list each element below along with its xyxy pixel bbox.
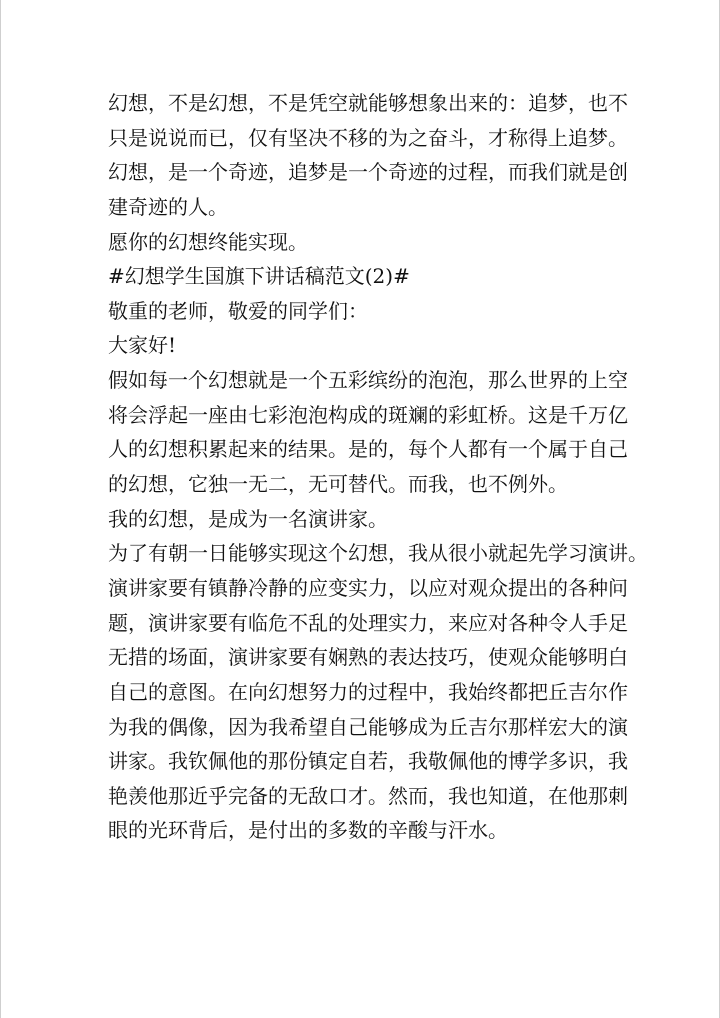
- text-line: 的幻想，它独一无二，无可替代。而我，也不例外。: [108, 472, 568, 497]
- text-line: 无措的场面，演讲家要有娴熟的表达技巧，使观众能够明白: [108, 645, 628, 670]
- text-line: 为了有朝一日能够实现这个幻想，我从很小就起先学习演讲。: [108, 541, 648, 566]
- section-heading: #幻想学生国旗下讲话稿范文(2)#: [108, 264, 410, 289]
- text-line: 自己的意图。在向幻想努力的过程中，我始终都把丘吉尔作: [108, 679, 628, 704]
- text-line: 艳羡他那近乎完备的无敌口才。然而，我也知道，在他那刺: [108, 783, 628, 808]
- text-line: 人的幻想积累起来的结果。是的，每个人都有一个属于自己: [108, 437, 628, 462]
- text-line: 幻想，不是幻想，不是凭空就能够想象出来的：追梦，也不: [108, 91, 628, 115]
- salutation: 敬重的老师，敬爱的同学们：: [108, 298, 368, 323]
- text-line: 将会浮起一座由七彩泡泡构成的斑斓的彩虹桥。这是千万亿: [108, 402, 628, 427]
- text-line: 演讲家要有镇静冷静的应变实力，以应对观众提出的各种问: [108, 575, 628, 600]
- text-line: 建奇迹的人。: [108, 194, 228, 219]
- text-line: 假如每一个幻想就是一个五彩缤纷的泡泡，那么世界的上空: [108, 368, 628, 393]
- text-line: 题，演讲家要有临危不乱的处理实力，来应对各种令人手足: [108, 610, 628, 635]
- text-line: 愿你的幻想终能实现。: [108, 229, 308, 254]
- document-body: [108, 86, 648, 848]
- text-line: 为我的偶像，因为我希望自己能够成为丘吉尔那样宏大的演: [108, 714, 628, 739]
- text-line: 眼的光环背后，是付出的多数的辛酸与汗水。: [108, 818, 508, 843]
- text-line: 讲家。我钦佩他的那份镇定自若，我敬佩他的博学多识，我: [108, 749, 628, 774]
- greeting: 大家好!: [108, 333, 177, 358]
- text-line: 只是说说而已，仅有坚决不移的为之奋斗，才称得上追梦。: [108, 125, 628, 150]
- text-line: 我的幻想，是成为一名演讲家。: [108, 506, 388, 531]
- text-line: 幻想，是一个奇迹，追梦是一个奇迹的过程，而我们就是创: [108, 160, 628, 185]
